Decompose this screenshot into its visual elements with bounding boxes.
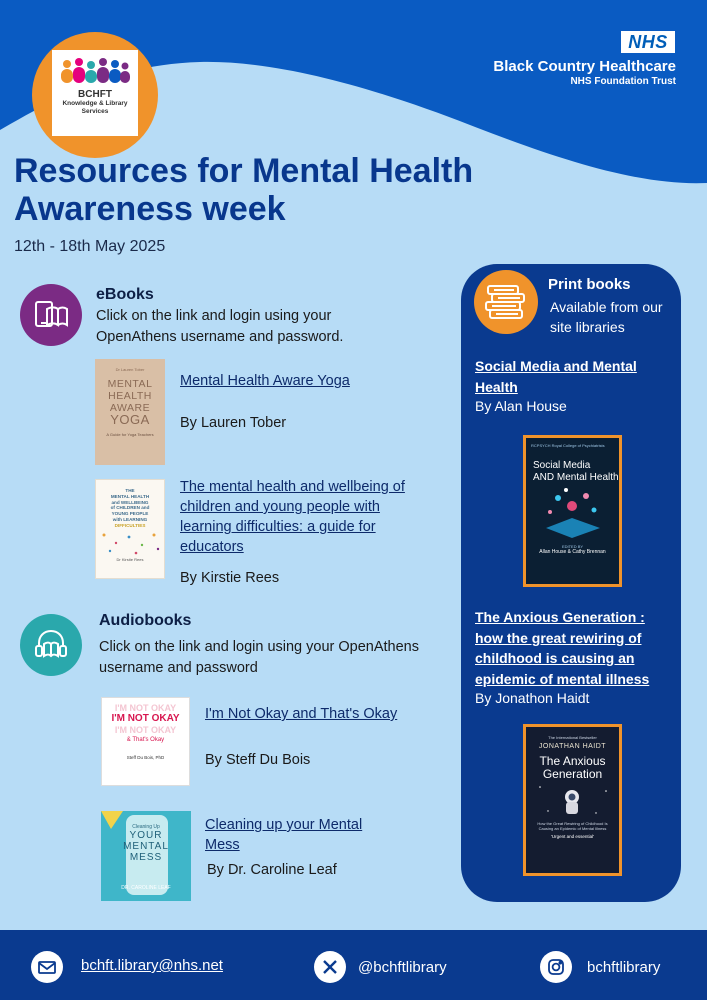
instagram-icon[interactable] [540, 951, 572, 983]
cover-title-line-1: Social Media [533, 460, 591, 471]
cover-word-2: HEALTH [108, 390, 152, 402]
print-2-title-line-2: how the great rewiring of [475, 629, 642, 646]
event-dates: 12th - 18th May 2025 [14, 238, 166, 255]
audiobook-2-title-line-1: Cleaning up your Mental [205, 817, 363, 833]
logo-subtitle-1: Knowledge & Library [62, 100, 128, 107]
cover-big-title-ghost-top: I'M NOT OKAY [114, 703, 177, 713]
print-1-title-line-2: Health [475, 378, 518, 395]
cover-title-line-1: The Anxious [539, 754, 606, 768]
cover-line-2: MENTAL HEALTH [110, 493, 150, 499]
cover-word-4: YOGA [110, 412, 150, 427]
book-cover-cleaning-up-mental-mess[interactable] [101, 811, 191, 901]
cover-title [96, 488, 164, 529]
print-link-social-media-mental-health[interactable] [475, 356, 637, 397]
x-handle[interactable]: @bchftlibrary [358, 959, 447, 976]
print-link-anxious-generation[interactable] [475, 607, 649, 689]
cover-line-4: of CHILDREN and [110, 505, 150, 511]
print-2-title-line-4: epidemic of mental illness [475, 670, 650, 687]
print-1-title-line-1: Social Media and Mental [475, 358, 637, 374]
confetti-dots-decoration [96, 529, 165, 557]
email-link[interactable]: bchft.library@nhs.net [81, 957, 223, 974]
page-title-line-1: Resources for Mental Health [14, 152, 474, 190]
ebook-2-author: By Kirstie Rees [180, 570, 280, 586]
footer-bar [0, 930, 707, 1000]
headphones-book-icon [20, 614, 82, 676]
cover-author-text: JONATHAN HAIDT [538, 743, 607, 750]
print-books-heading: Print books [548, 276, 631, 293]
audiobooks-heading: Audiobooks [99, 612, 192, 629]
cover-line-6: with LEARNING [112, 516, 148, 522]
glowing-network-illustration [526, 484, 619, 542]
print-2-title-line-1: The Anxious Generation : [475, 609, 645, 625]
cover-big-title: I'M NOT OKAY [111, 713, 180, 724]
cover-editors: Allan House & Cathy Brennan [539, 549, 606, 555]
print-2-title-line-3: childhood is causing an [475, 650, 635, 666]
ebook-2-title-line-4: educators [180, 539, 244, 555]
cover-author-text: DR. CAROLINE LEAF [121, 885, 171, 891]
cover-line-7: DIFFICULTIES [114, 522, 146, 528]
audiobook-link-cleaning-up-mental-mess[interactable] [205, 815, 362, 855]
nhs-logo[interactable]: NHS [621, 31, 675, 53]
audiobook-2-author: By Dr. Caroline Leaf [207, 862, 337, 878]
ebooks-instruction [96, 306, 343, 348]
cover-quote: 'Urgent and essential' [551, 834, 594, 839]
audiobook-1-title: I'm Not Okay and That's Okay [205, 706, 398, 722]
audiobooks-instruction [99, 637, 419, 679]
audiobook-2-title-line-2: Mess [205, 837, 240, 853]
book-cover-mental-health-aware-yoga[interactable] [95, 359, 165, 465]
x-social-icon[interactable] [314, 951, 346, 983]
astronaut-illustration [526, 781, 619, 821]
book-cover-im-not-okay[interactable] [101, 697, 190, 786]
cover-title [95, 378, 165, 426]
cover-title-line-2: Generation [542, 767, 603, 781]
cover-small-title: Cleaning Up [132, 824, 160, 830]
cover-author-text: Dr Kirstie Rees [116, 556, 144, 562]
cover-word-3: MESS [129, 852, 163, 863]
trust-subtitle: NHS Foundation Trust [570, 76, 676, 87]
ebook-reader-icon [20, 284, 82, 346]
bchft-logo[interactable] [52, 50, 138, 136]
cover-line-1: THE [125, 488, 135, 493]
cover-title [526, 755, 619, 781]
cover-author-text: Steff Du Bois, PhD [126, 755, 165, 760]
cover-big-title-ghost-bottom: I'M NOT OKAY [114, 725, 177, 735]
audiobooks-instruction-line-1: Click on the link and login using your OpenAthens [99, 639, 419, 655]
book-cover-anxious-generation[interactable] [523, 724, 622, 876]
book-cover-social-media-mental-health[interactable] [523, 435, 622, 587]
cover-publisher: RCPSYCH Royal College of Psychiatrists [531, 443, 605, 448]
cover-word-1: MENTAL [107, 378, 153, 390]
ebook-2-title-line-3: learning difficulties: a guide for [180, 519, 376, 535]
cover-bestseller: The International Bestseller [548, 735, 597, 740]
ebook-2-title-line-1: The mental health and wellbeing of [180, 479, 405, 495]
cover-word-3: AWARE [109, 402, 151, 414]
ebook-1-title: Mental Health Aware Yoga [180, 373, 350, 389]
books-stack-icon [474, 270, 538, 334]
audiobooks-instruction-line-2: username and password [99, 660, 258, 676]
instagram-handle[interactable]: bchftlibrary [587, 959, 661, 976]
ebooks-heading: eBooks [96, 286, 154, 303]
cover-line-5: YOUNG PEOPLE [111, 511, 149, 517]
print-1-author: By Alan House [475, 398, 567, 414]
cover-title [533, 460, 619, 484]
cover-title [101, 830, 191, 863]
cover-author-text: Dr Lauren Tober [115, 367, 145, 372]
print-books-sub-line-2: site libraries [550, 319, 625, 335]
cover-tagline: How the Great Rewiring of Childhood Is Causing an Epidemic of Mental Illness [537, 821, 608, 831]
page-title-line-2: Awareness week [14, 190, 286, 228]
email-icon[interactable] [31, 951, 63, 983]
cover-line-3: and WELLBEING [111, 499, 149, 505]
book-cover-children-learning-difficulties[interactable] [95, 479, 165, 579]
print-2-author: By Jonathon Haidt [475, 690, 590, 706]
print-books-subheading [550, 297, 680, 337]
ebook-link-mental-health-aware-yoga[interactable] [180, 371, 350, 391]
cover-subtitle: & That's Okay [126, 737, 165, 743]
cover-subtitle: A Guide for Yoga Teachers [106, 432, 154, 437]
cover-title-line-2: AND Mental Health [533, 472, 619, 483]
ebook-link-children-learning-difficulties[interactable] [180, 477, 405, 557]
page-title [14, 152, 534, 228]
ebooks-instruction-line-1: Click on the link and login using your [96, 308, 332, 324]
trust-name: Black Country Healthcare [493, 58, 676, 75]
cover-word-1: YOUR [129, 830, 163, 841]
people-group-icon [58, 56, 132, 88]
ebooks-instruction-line-2: OpenAthens username and password. [96, 329, 344, 345]
cover-word-2: MENTAL [123, 841, 169, 852]
audiobook-1-author: By Steff Du Bois [205, 752, 311, 768]
logo-subtitle-2: Services [81, 108, 109, 115]
audiobook-link-im-not-okay[interactable] [205, 704, 397, 724]
logo-title: BCHFT [78, 89, 112, 100]
ebook-1-author: By Lauren Tober [180, 415, 287, 431]
print-books-sub-line-1: Available from our [550, 299, 663, 315]
ebook-2-title-line-2: children and young people with [180, 499, 380, 515]
cover-edited-by: EDITED BY [561, 544, 584, 549]
